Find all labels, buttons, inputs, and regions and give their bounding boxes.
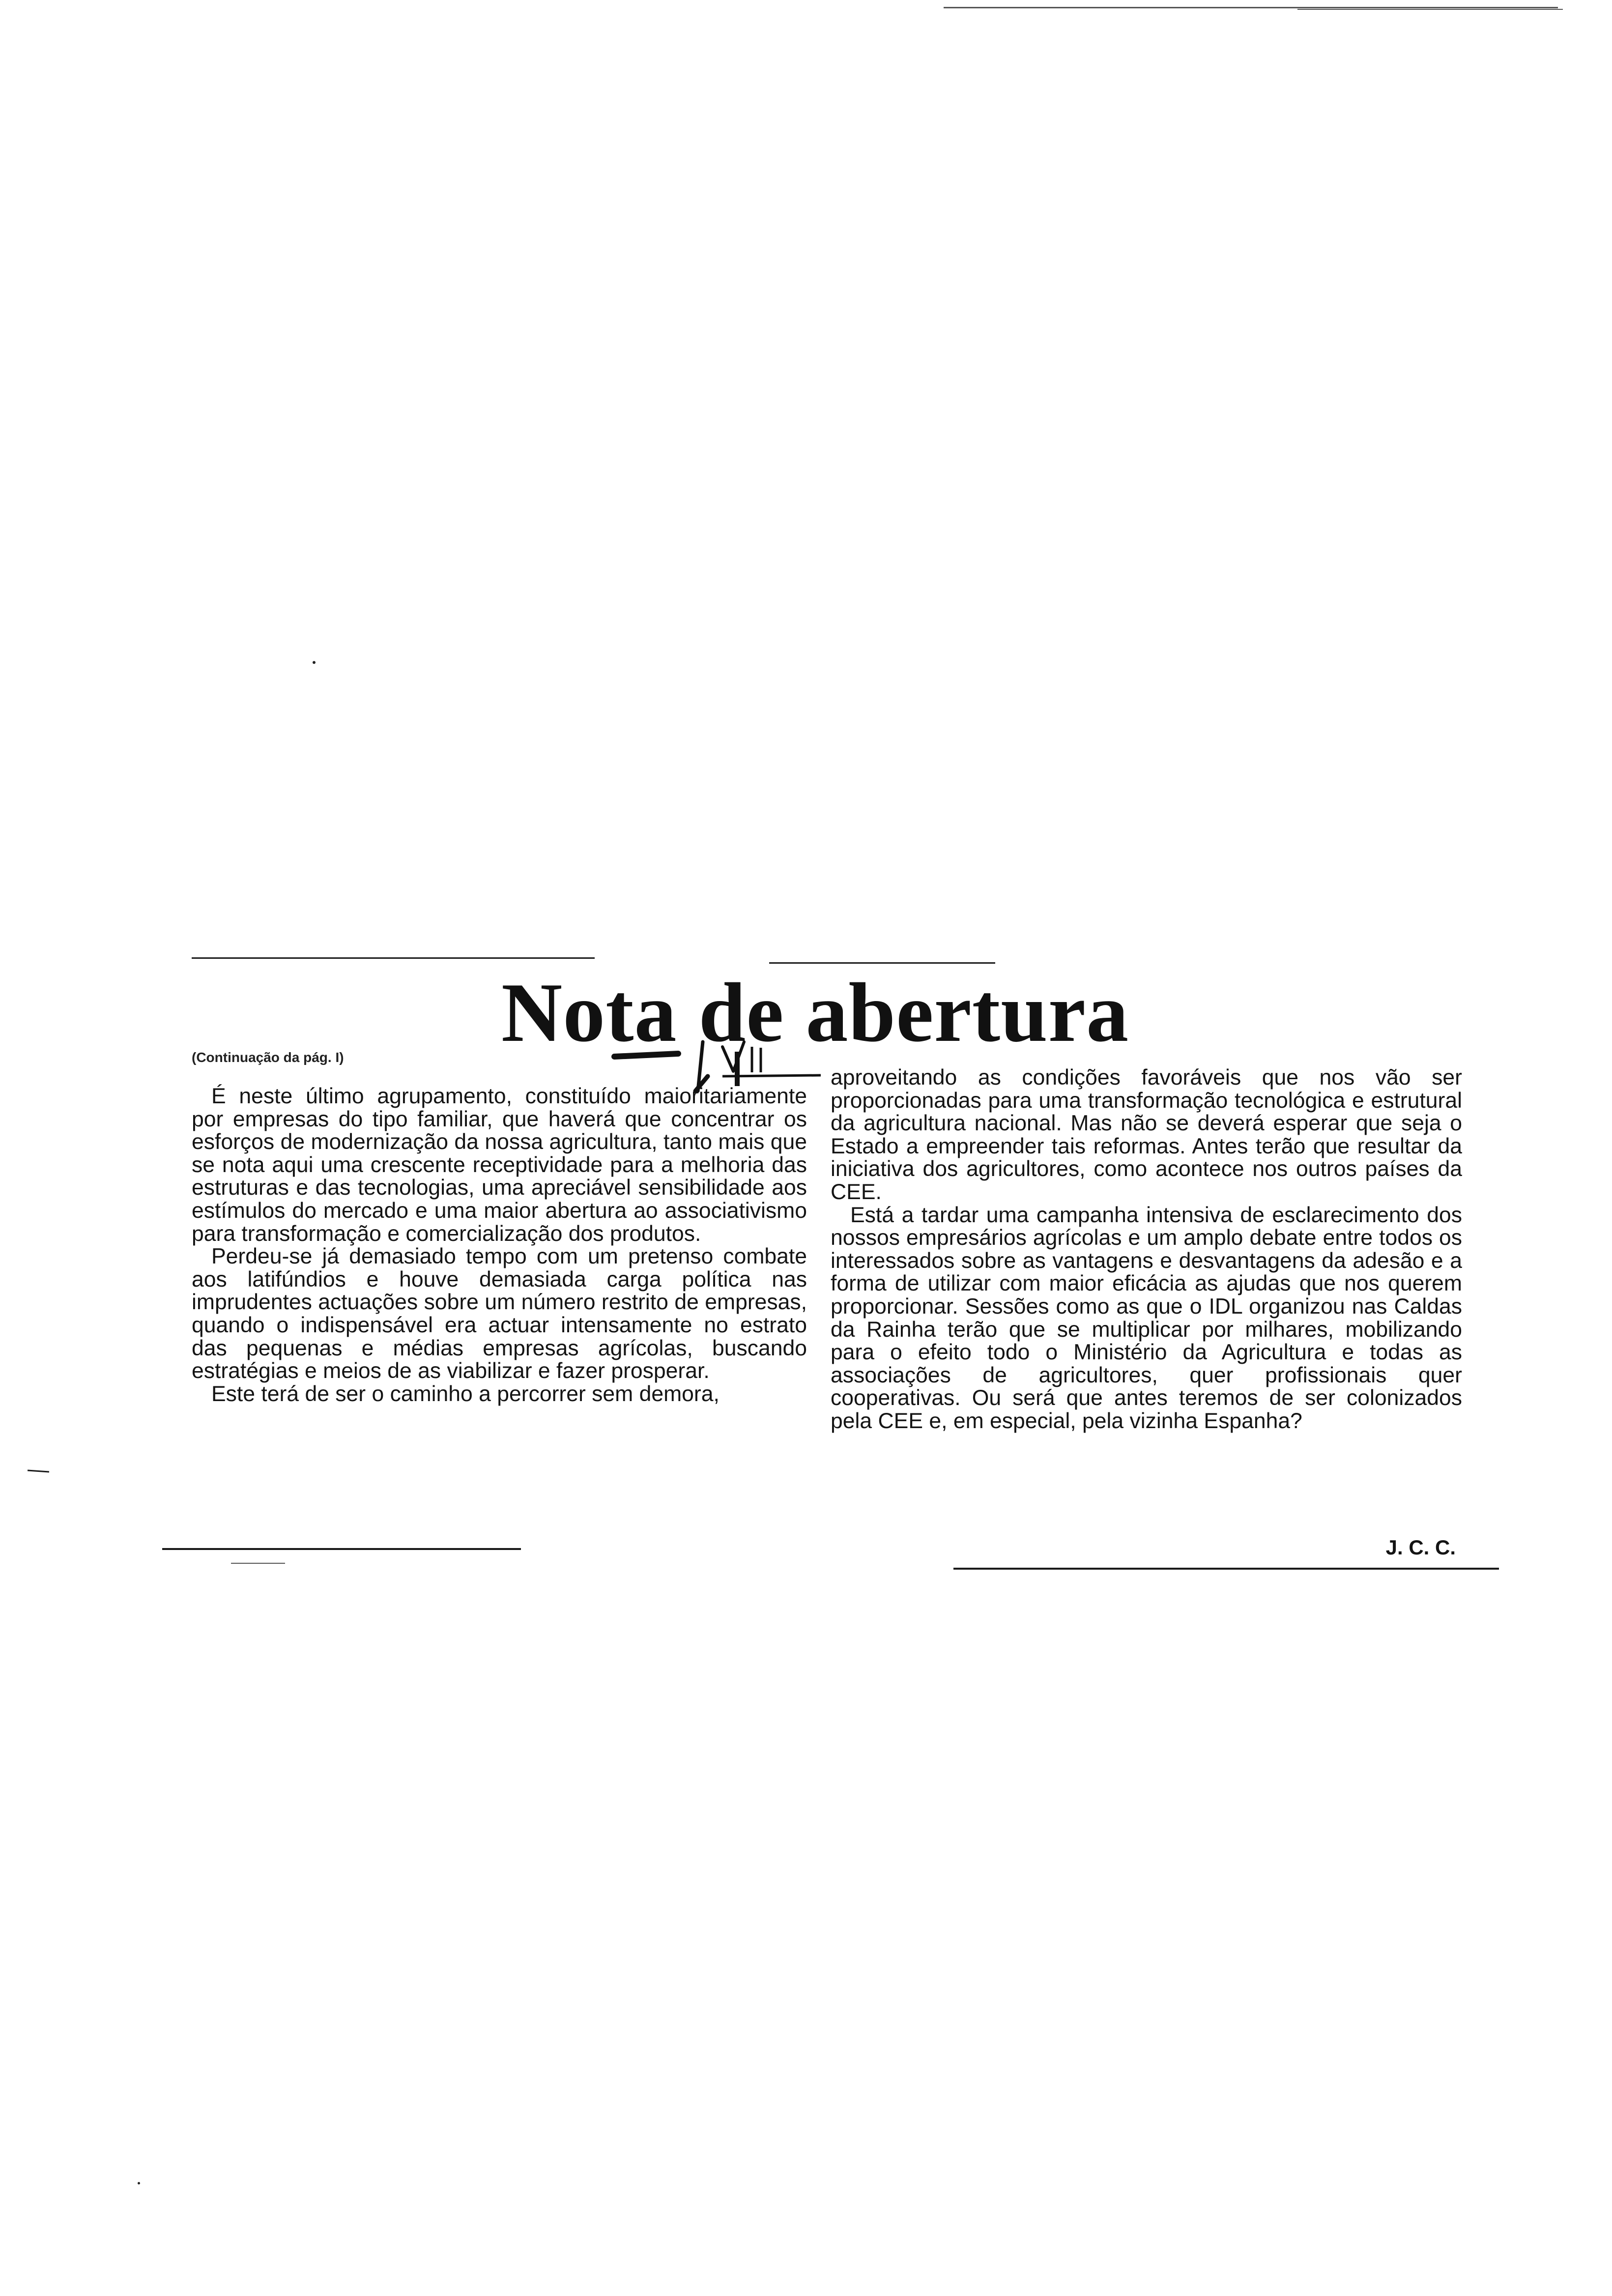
paragraph: Este terá de ser o caminho a percorrer sem demora, — [211, 1381, 720, 1406]
left-column — [192, 1085, 807, 1406]
paragraph: É neste último agrupamento, constituído maioritariamente por empresas do tipo familiar, que haverá que concentrar os esforços de modernização da nossa agricultura, tanto mais que se nota aqui uma crescente receptividade para a melhoria das estruturas e das tecnologias, uma apreciável sensibilidade aos estímulos do mercado e uma maior abertura ao associativismo para transformação e comercialização dos produtos. — [192, 1084, 807, 1246]
header-rule-right — [769, 962, 995, 964]
right-column — [831, 1066, 1462, 1433]
author-signature: J. C. C. — [1385, 1536, 1456, 1559]
paragraph: Perdeu-se já demasiado tempo com um pretenso combate aos latifúndios e houve demasiada carga política nas imprudentes actuações sobre um número restrito de empresas, quando o indispensável era actuar intensamente no estrato das pequenas e médias empresas agrícolas, buscando estratégias e meios de as viabilizar e fazer prosperar. — [192, 1244, 807, 1383]
continuation-note: (Continuação da pág. I) — [192, 1050, 344, 1065]
footer-rule-left — [162, 1548, 521, 1550]
article-title: Nota de abertura — [501, 966, 1129, 1060]
footer-rule-right — [953, 1568, 1499, 1570]
top-edge-line — [944, 7, 1558, 8]
paragraph: aproveitando as condições favoráveis que nos vão ser proporcionadas para uma transformação tecnológica e estrutural da agricultura nacional. Mas não se deverá esperar que seja o Estado a empreender tais reformas. Antes terão que resultar da iniciativa dos agricultores, como acontece nos outros países da CEE. — [831, 1065, 1462, 1204]
header-rule-left — [192, 957, 595, 959]
margin-mark — [28, 1469, 49, 1472]
footer-rule-left-faint — [231, 1563, 285, 1564]
paragraph: Está a tardar uma campanha intensiva de esclarecimento dos nossos empresários agrícolas e um amplo debate entre todos os interessados sobre as vantagens e desvantagens da adesão e a forma de utilizar com maior eficácia as ajudas que nos querem proporcionar. Sessões como as que o IDL organizou nas Caldas da Rainha terão que se multiplicar por milhares, mobilizando para o efeito todo o Ministério da Agricultura e todas as associações de agricultores, quer profissionais quer cooperativas. Ou será que antes teremos de ser colonizados pela CEE e, em especial, pela vizinha Espanha? — [831, 1203, 1462, 1433]
top-edge-line — [1297, 9, 1563, 10]
scan-speck — [138, 2182, 140, 2184]
scan-speck — [313, 661, 316, 664]
